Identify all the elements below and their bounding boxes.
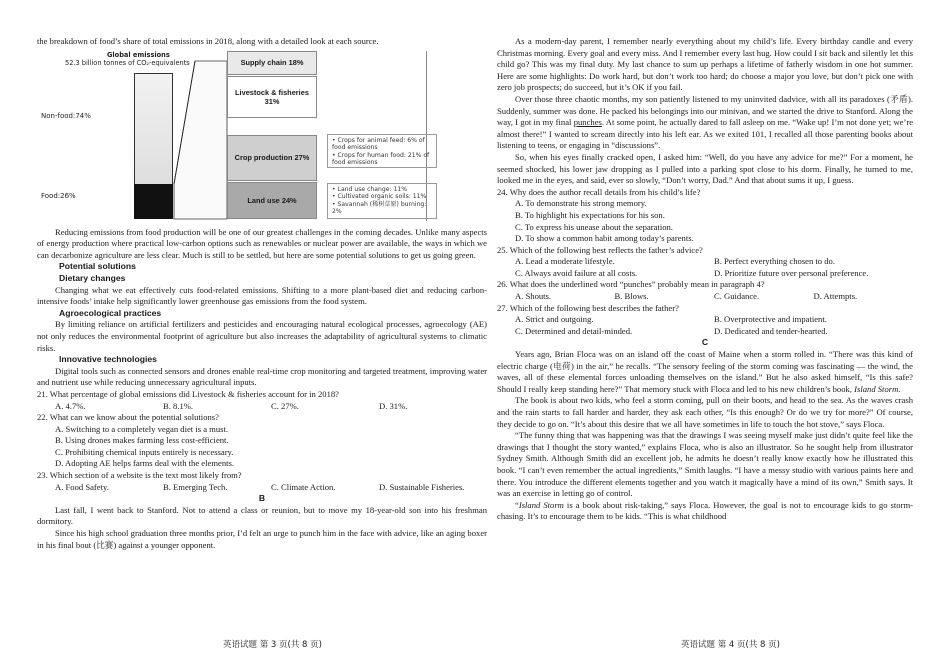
land-use-label: Land use 24% <box>247 195 297 205</box>
crop-detail-box <box>327 134 437 168</box>
question-27: 27. Which of the following best describes the father? <box>497 302 679 313</box>
livestock-box <box>227 76 317 118</box>
option: A. 4.7%. <box>55 400 86 411</box>
option: D. Attempts. <box>813 291 858 302</box>
connector-lines <box>37 51 237 221</box>
land-use-box <box>227 182 317 219</box>
option: B. Emerging Tech. <box>163 481 228 492</box>
question-21: 21. What percentage of global emissions did Livestock & fisheries account for in 2018? <box>37 388 339 399</box>
paragraph: As a modern-day parent, I remember nearly everything about my child’s life. Every birthday candle and every Christmas morning. Every goal and every miss. And I remember every last hug. How could I sit back and silently let this child go? This was my final duty. My last chance to sum up perhaps a lifetime of fatherly wisdom in one hot summer. Here are some highlights: Do work hard, but don’t work too hard; do choose a major you love, but don’t pick one with zero job prospects; do succeed, but it’s OK if you fail. <box>497 36 913 93</box>
land-detail-box <box>327 183 437 219</box>
land-detail-item: • Land use change: 11% <box>332 185 408 193</box>
paragraph: Digital tools such as connected sensors and drones enable real-time crop monitoring and targeted treatment, improving water and nutrient use while reducing unnecessary agricultural inputs. <box>37 365 487 388</box>
option: D. Sustainable Fisheries. <box>379 481 465 492</box>
underlined-word: punches <box>573 117 602 128</box>
global-emissions-subtitle: 52.3 billion tonnes of CO₂-equivalents <box>65 58 190 67</box>
option: A. Switching to a completely vegan diet is a must. <box>55 423 229 434</box>
paragraph: “The funny thing that was happening was that the drawings I was seeing myself make just didn’t quite feel like the drawings that I thought the story wanted,” explains Floca, who is also an illustrator. So he sought help from illustrator Sydney Smith. Although Smith did an excellent job, he admits he doesn’t really know exactly how he illustrated this book. “I can’t even remember the actual ingredients,” Smith laughs. “I have a messy studio with various paints here and there. You introduce the different elements together and you watch it magically have a mind of its own,” Smith says. It was an exercise in letting go of control. <box>497 430 913 499</box>
option: C. Guidance. <box>714 291 760 302</box>
emissions-figure <box>37 50 430 221</box>
right-page <box>497 36 913 523</box>
question-26: 26. What does the underlined word “punches” probably mean in paragraph 4? <box>497 279 765 290</box>
option: D. 31%. <box>379 400 408 411</box>
option: A. Food Safety. <box>55 481 109 492</box>
option: C. To express his unease about the separation. <box>515 221 673 232</box>
option: A. To demonstrate his strong memory. <box>515 198 647 209</box>
section-c-heading: C <box>701 337 709 348</box>
question-24: 24. Why does the author recall details from his child’s life? <box>497 186 701 197</box>
section-heading: Potential solutions <box>59 261 136 272</box>
option: C. Determined and detail-minded. <box>515 325 633 336</box>
paragraph: “Island Storm is a book about risk-taking,” says Floca. However, the goal is not to encourage kids to go storm-chasing. It’s to encourage them to be kids. “This is what childhood <box>497 499 913 522</box>
crop-production-box <box>227 135 317 181</box>
land-detail-item: • Savannah (稀树草原) burning: 2% <box>332 200 427 216</box>
paragraph: The book is about two kids, who feel a storm coming, pull on their boots, and head to the sea. As the waves crash and the rain starts to fall harder and harder, they ask each other, “Is this enough? Or do we try for more?” Of course, they decide to go on. “It’s about this desire that we all have sometimes in life to touch the hot stove,” says Floca. <box>497 395 913 429</box>
crop-detail-item: • Crops for human food: 21% of food emissions <box>332 151 430 167</box>
land-detail-item: • Cultivated organic soils: 11% <box>332 193 427 201</box>
option: B. Overprotective and impatient. <box>714 314 827 325</box>
option: C. Always avoid failure at all costs. <box>515 267 638 278</box>
option: C. 27%. <box>271 400 299 411</box>
food-label: Food:26% <box>41 191 76 200</box>
option: D. Prioritize future over personal preference. <box>714 267 869 278</box>
paragraph: Reducing emissions from food production will be one of our greatest challenges in the coming decades. Unlike many aspects of energy production where practical low-carbon options such as renewables or nuclear power are available, the ways in which we can decarbonize agriculture are less clear. Much is still to be settled, but here are some potential solutions to get us going green. <box>37 226 487 260</box>
question-21-options <box>37 401 487 413</box>
option: A. Strict and outgoing. <box>515 314 594 325</box>
option: D. To show a common habit among today’s parents. <box>515 233 694 244</box>
non-food-label: Non-food:74% <box>41 111 91 120</box>
option: B. Using drones makes farming less cost-efficient. <box>55 435 229 446</box>
paragraph: Over those three chaotic months, my son patiently listened to my uninvited dadvice, with all its paradoxes (矛盾). Suddenly, summer was done. He packed his belongings into our minivan, and we started the drive to Stanford. Along the way, I got in my final punches. At some point, he actually dared to fall asleep on me. “Wake up! I’m not done yet; we’re almost there!” I wanted to scream directly into his left ear. As we exited 101, I recalled all those parenting books about listening to teens, or engaging in “discussions”. <box>497 93 914 151</box>
paragraph: Years ago, Brian Floca was on an island off the coast of Maine when a storm rolled in. “There was this kind of electric charge (电荷) in the air,” he recalls. “The sensory feeling of the storm coming was fascinating — the wind, the waves, all of these elemental forces unloading themselves on the island.” But he also asked himself, “Is this safe? Should I really keep standing here?” That memory stuck with Floca and led to his new children’s book, Island Storm. <box>497 349 913 394</box>
livestock-percent: 31% <box>264 96 280 106</box>
option: C. Climate Action. <box>271 481 336 492</box>
global-emissions-title: Global emissions <box>107 50 170 59</box>
option: B. To highlight his expectations for his son. <box>515 209 665 220</box>
section-heading: Dietary changes <box>59 272 126 283</box>
option: B. Blows. <box>614 291 649 302</box>
option: D. Dedicated and tender-hearted. <box>714 325 828 336</box>
question-25-options <box>497 256 913 268</box>
paragraph: Last fall, I went back to Stanford. Not to attend a class or reunion, but to move my 18-year-old son into his freshman dormitory. <box>37 504 487 527</box>
supply-chain-box <box>227 51 317 75</box>
paragraph: Changing what we eat effectively cuts food-related emissions. Shifting to a more plant-based diet and reducing carbon-intensive foods’ intake help significantly lower greenhouse gas emissions from the food system. <box>37 284 487 307</box>
section-b-heading: B <box>258 493 266 504</box>
paragraph: Since his high school graduation three months prior, I’d felt an urge to punch him in the face with advice, like an aging boxer in his final bout (比赛) against a younger opponent. <box>37 528 487 550</box>
question-25-options <box>497 268 913 280</box>
question-27-options <box>497 314 913 326</box>
question-27-options <box>497 326 913 338</box>
paragraph: So, when his eyes finally cracked open, I asked him: “Well, do you have any advice for me?” For a moment, he seemed shocked, his lower jaw dropping as I pulled into a parking spot close to his dorm. Finally, he turned to me, looked me in the eyes, and said, ever so slowly, “Don’t worry, Dad.” And that about sums it up, I guess. <box>497 151 913 186</box>
option: B. 8.1%. <box>163 400 194 411</box>
livestock-label: Livestock & fisheries <box>235 87 309 97</box>
section-heading: Innovative technologies <box>59 354 157 365</box>
crop-production-label: Crop production 27% <box>234 153 310 163</box>
intro-text: the breakdown of food’s share of total emissions in 2018, along with a detailed look at each source. <box>37 36 379 46</box>
option: B. Perfect everything chosen to do. <box>714 256 835 267</box>
question-23: 23. Which section of a website is the text most likely from? <box>37 470 242 481</box>
supply-chain-label: Supply chain 18% <box>240 58 304 68</box>
option: C. Prohibiting chemical inputs entirely is necessary. <box>55 446 234 457</box>
book-title: Island Storm <box>854 383 899 394</box>
question-26-options <box>497 291 913 303</box>
page-footer-right: 英语试题 第 4 页(共 8 页) <box>681 640 780 650</box>
question-23-options <box>37 482 487 494</box>
left-page <box>37 36 487 551</box>
page-footer-left: 英语试题 第 3 页(共 8 页) <box>223 640 322 650</box>
option: A. Shouts. <box>515 291 552 302</box>
section-heading: Agroecological practices <box>59 307 162 318</box>
crop-detail-item: • Crops for animal feed: 6% of food emissions <box>332 136 425 152</box>
question-25: 25. Which of the following best reflects the father’s advice? <box>497 244 703 255</box>
book-title: Island Storm <box>518 499 564 510</box>
option: A. Lead a moderate lifestyle. <box>515 256 615 267</box>
question-22: 22. What can we know about the potential solutions? <box>37 412 219 423</box>
option: D. Adopting AE helps farms deal with the elements. <box>55 458 235 469</box>
paragraph: By limiting reliance on artificial fertilizers and pesticides and encouraging natural ecological processes, agroecology (AE) not only reduces the environmental footprint of agriculture but also increases the adaptability of agricultural systems to climatic risks. <box>37 319 487 353</box>
